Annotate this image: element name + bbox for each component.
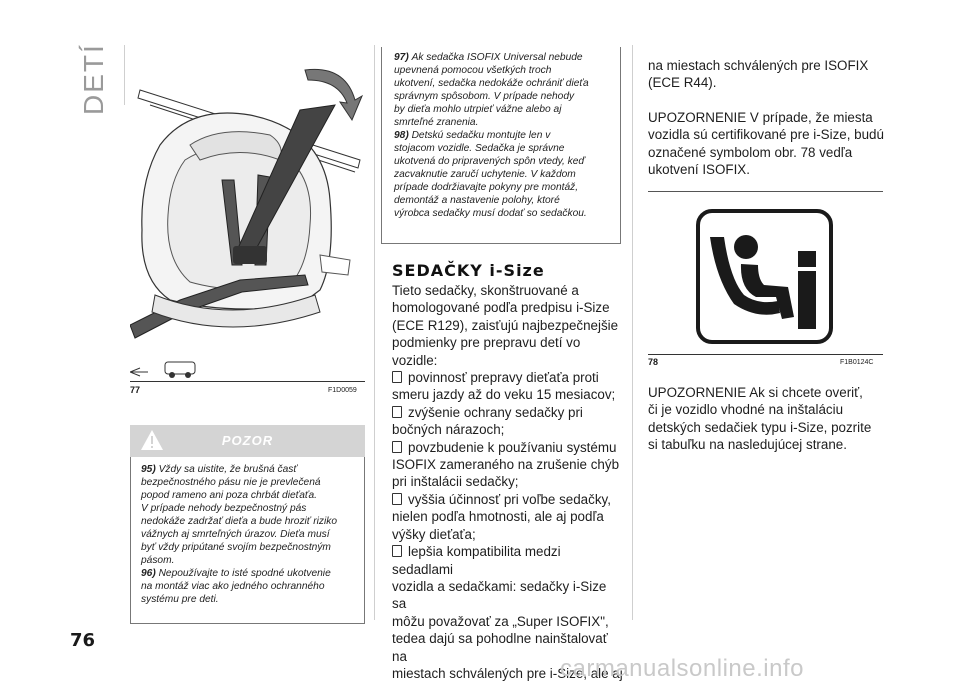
warning-box [130, 457, 365, 624]
text-line: (ECE R44). [648, 75, 717, 91]
note-line: bezpečnostného pásu nie je prevlečená [141, 477, 321, 488]
text-line: vozidla a sedačkami: sedačky i-Size sa [392, 578, 607, 612]
text-line: zvýšenie ochrany sedačky pri [408, 404, 583, 420]
text-line: bočných nárazoch; [392, 422, 505, 438]
note-line: upevnená pomocou všetkých troch [394, 65, 552, 76]
text-line: povinnosť prepravy dieťaťa proti [408, 370, 599, 386]
note-line: Nepoužívajte to isté spodné ukotvenie [158, 568, 331, 579]
figure-77-code: F1D0059 [328, 387, 357, 394]
text-line: pri inštalácii sedačky; [392, 474, 519, 490]
column-3-text [648, 57, 884, 178]
section-side-tab [78, 43, 118, 115]
note-line: vážnych aj smrteľných úrazov. Dieťa musí [141, 529, 330, 540]
text-line: povzbudenie k používaniu systému [408, 439, 617, 455]
notes-list [382, 47, 620, 220]
watermark: carmanualsonline.info [560, 655, 804, 682]
bullet-item [392, 369, 624, 404]
checkbox-bullet-icon [392, 406, 402, 418]
text-line: ISOFIX zameraného na zrušenie chýb [392, 457, 620, 473]
note-number: 96) [141, 568, 159, 579]
isize-symbol-icon [696, 209, 833, 344]
note-line: stojacom vozidle. Sedačka je správne [394, 143, 565, 154]
note-line: smrteľné zranenia. [394, 117, 479, 128]
text-line: vozidla sú certifikované pre i-Size, budú [648, 127, 884, 143]
note-line: demontáž a nastavenie polohy, ktoré [394, 195, 560, 206]
note-line: pásom. [141, 555, 175, 566]
note-line: Ak sedačka ISOFIX Universal nebude [411, 52, 583, 63]
text-line: môžu považovať za „Super ISOFIX", [392, 613, 609, 629]
isize-description [392, 282, 624, 682]
text-line: miestach schválených pre i-Size, ale aj [392, 665, 623, 681]
warning-note [141, 567, 356, 606]
text-line: výšky dieťaťa; [392, 526, 476, 542]
section-heading: SEDAČKY i-Size [392, 261, 545, 280]
note-line: Detskú sedačku montujte len v [411, 130, 551, 141]
intro-paragraph [392, 282, 624, 369]
figure-77-rule [130, 381, 365, 382]
text-line: vozidle: [392, 352, 438, 368]
warning-header [130, 425, 365, 457]
text-line: (ECE R129), zaisťujú najbezpečnejšie [392, 317, 619, 333]
checkbox-bullet-icon [392, 545, 402, 557]
note-line: ukotvená do pripravených spôn vtedy, keď [394, 156, 585, 167]
info-note [394, 51, 612, 129]
text-line: UPOZORNENIE Ak si chcete overiť, [648, 385, 863, 400]
bullet-item [392, 404, 624, 439]
compatibility-note [648, 384, 884, 454]
note-line: na montáž viac ako jedného ochranného [141, 581, 325, 592]
text-line: označené symbolom obr. 78 vedľa [648, 144, 853, 160]
continuation-paragraph [648, 57, 884, 92]
text-line: smeru jazdy až do veku 15 mesiacov; [392, 387, 616, 403]
note-line: prípade dodržiavajte pokyny pre montáž, [394, 182, 579, 193]
text-line: tedea dajú sa pohodlne nainštalovať na [392, 631, 608, 664]
note-line: výrobca sedačky musí dodať so sedačkou. [394, 208, 587, 219]
note-number: 95) [141, 464, 159, 475]
bullet-item [392, 491, 624, 543]
section-side-tab-label: DETÍ [78, 43, 109, 115]
figure-77-number: 77 [130, 385, 141, 395]
column-divider-1 [374, 45, 375, 620]
figure-78-rule [648, 354, 883, 355]
note-number: 97) [394, 52, 412, 63]
checkbox-bullet-icon [392, 441, 402, 453]
column-divider-2 [632, 45, 633, 620]
note-line: Vždy sa uistite, že brušná časť [158, 464, 297, 475]
text-line: na miestach schválených pre ISOFIX [648, 58, 869, 73]
figure-78-number: 78 [648, 357, 659, 367]
warning-note [141, 463, 356, 567]
figure-78-isize-symbol [648, 191, 883, 351]
isize-marking-note [648, 109, 884, 179]
note-line: správnym spôsobom. V prípade nehody [394, 91, 575, 102]
note-line: ukotvení, sedačka nedokáže ochrániť dieťa [394, 78, 589, 89]
figure-77-child-seat-illustration [130, 50, 365, 380]
note-line: V prípade nehody bezpečnostný pás [141, 503, 307, 514]
checkbox-bullet-icon [392, 493, 402, 505]
text-line: podmienky pre prepravu detí vo [392, 335, 581, 351]
note-line: byť vždy pripútané svojím bezpečnostným [141, 542, 331, 553]
bullet-item [392, 439, 624, 491]
warning-title: POZOR [221, 433, 274, 448]
text-line: lepšia kompatibilita medzi sedadlami [392, 544, 561, 577]
note-line: by dieťa mohlo utrpieť vážne alebo aj [394, 104, 562, 115]
side-tab-divider [124, 45, 125, 105]
note-line: popod rameno ani poza chrbát dieťaťa. [141, 490, 317, 501]
text-line: vyššia účinnosť pri voľbe sedačky, [408, 491, 611, 507]
column-3-bottom-text [648, 384, 884, 454]
text-line: ukotvení ISOFIX. [648, 162, 750, 178]
note-line: zacvaknutie zaručí uchytenie. V každom [394, 169, 576, 180]
notes-box [381, 47, 621, 244]
note-line: nedokáže zadržať dieťa a bude hroziť riziko [141, 516, 338, 527]
figure-78-code: F1B0124C [840, 359, 874, 366]
checkbox-bullet-icon [392, 371, 402, 383]
warning-notes [131, 457, 364, 606]
text-line: detských sedačiek typu i-Size, pozrite [648, 419, 872, 435]
text-line: Tieto sedačky, skonštruované a [392, 283, 579, 298]
note-line: systému pre deti. [141, 594, 219, 605]
text-line: si tabuľku na nasledujúcej strane. [648, 437, 847, 453]
page-number: 76 [70, 630, 96, 651]
text-line: či je vozidlo vhodné na inštaláciu [648, 402, 844, 418]
text-line: nielen podľa hmotnosti, ale aj podľa [392, 509, 604, 525]
benefits-list [392, 369, 624, 682]
note-number: 98) [394, 130, 412, 141]
text-line: UPOZORNENIE V prípade, že miesta [648, 109, 873, 125]
info-note [394, 129, 612, 220]
text-line: homologované podľa predpisu i-Size [392, 300, 610, 316]
